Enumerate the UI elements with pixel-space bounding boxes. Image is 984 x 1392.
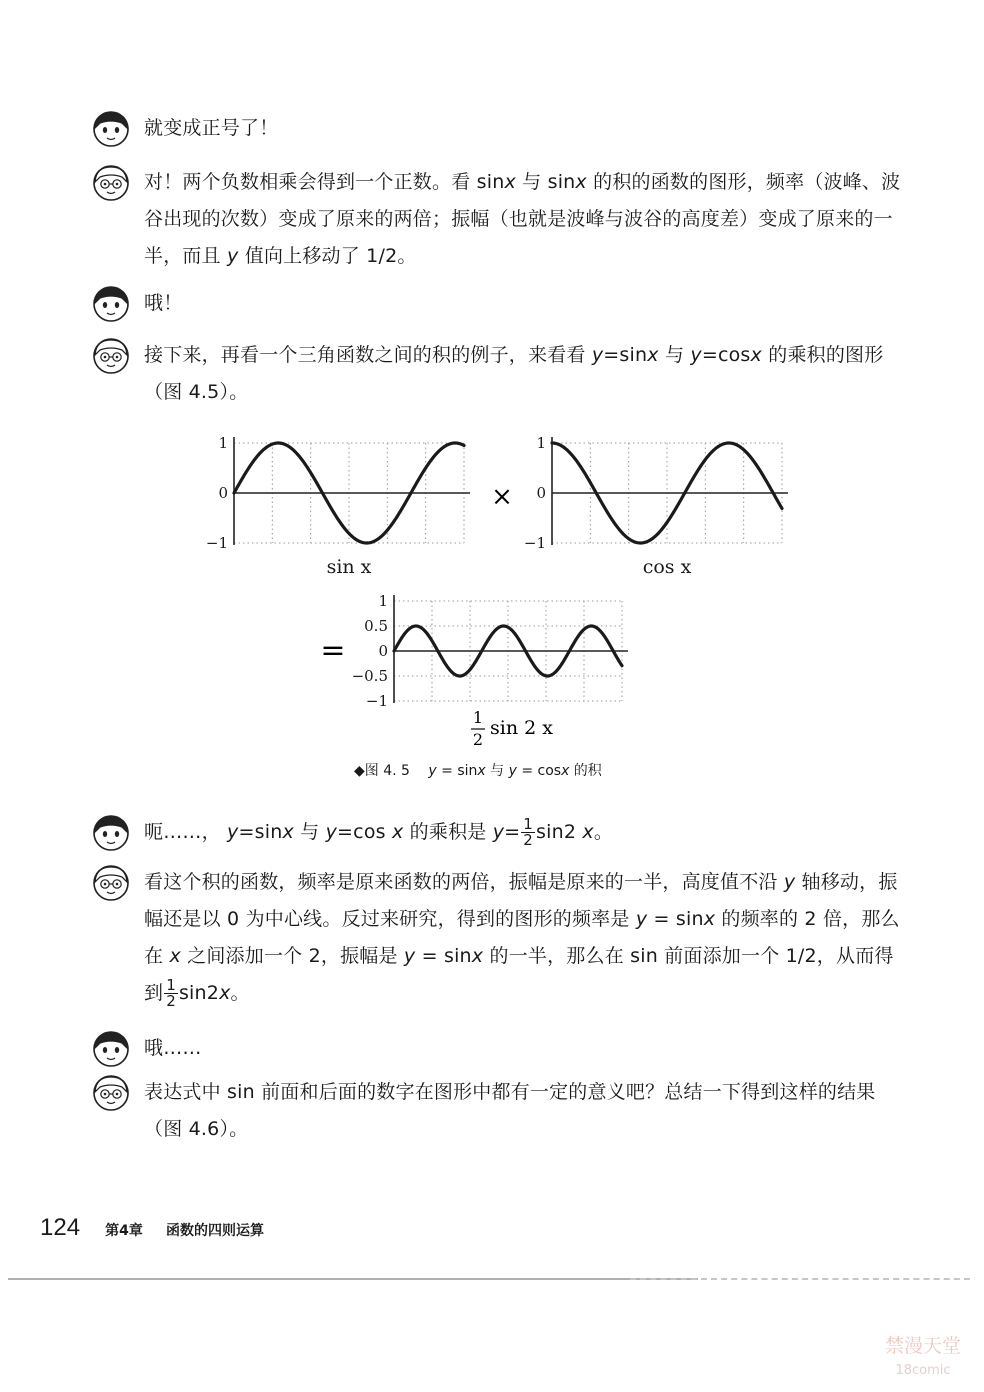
- fraction-denominator: 2: [166, 992, 176, 1010]
- text-run: 的积的函数的图形，频率（波峰、波谷出现的次数）变成了原来的两倍；振幅（也就是波峰与波谷的高度差）变成了原来的一半，而且: [144, 171, 901, 267]
- page-footer: [40, 1214, 264, 1242]
- dialog-text: [144, 864, 902, 1012]
- text-run: 。: [593, 821, 614, 843]
- text-run: sin2: [536, 821, 583, 843]
- fraction: [521, 817, 535, 848]
- watermark-logo: [878, 1300, 968, 1380]
- text-run: 与: [293, 821, 326, 843]
- girl-a-face-icon: [92, 1030, 130, 1068]
- text-run: 的积: [569, 763, 602, 779]
- y-tick-label: 1: [378, 592, 388, 610]
- girl-b-face-icon: [92, 864, 130, 902]
- y-tick-label: −0.5: [351, 667, 388, 685]
- dialog-line-8: [92, 1074, 902, 1148]
- watermark-line1: 禁漫天堂: [884, 1335, 962, 1357]
- x-label-denominator: 2: [472, 730, 484, 749]
- text-run: 。: [230, 982, 250, 1004]
- text-run: =cos: [701, 344, 751, 366]
- dialog-line-6: [92, 864, 902, 1012]
- text-run: 之间添加一个 2，振幅是: [180, 945, 404, 967]
- math-variable: y: [690, 344, 702, 366]
- figure-caption: [354, 760, 602, 780]
- y-tick-label: 1: [218, 434, 228, 452]
- text-run: =sin: [238, 821, 283, 843]
- y-tick-label: 0: [378, 642, 388, 660]
- y-tick-label: 1: [536, 434, 546, 452]
- page-number: 124: [40, 1214, 81, 1241]
- math-variable: y: [227, 821, 239, 843]
- avatar-girl-b: [92, 1074, 130, 1112]
- x-axis-label: cos x: [642, 556, 692, 578]
- math-variable: y: [492, 821, 505, 843]
- y-tick-label: −1: [365, 692, 388, 710]
- math-variable: x: [282, 821, 294, 843]
- y-tick-label: −1: [205, 534, 228, 552]
- text-run: 的乘积的图形（图 4.5）。: [144, 344, 884, 403]
- dialog-text: [144, 1030, 902, 1067]
- chart-sin: [206, 434, 470, 578]
- text-run: 与 sin: [515, 171, 576, 193]
- text-run: sin2: [178, 982, 220, 1004]
- text-run: 的一半，那么在 sin 前面添加一个 1/2，从而得到: [144, 945, 894, 1004]
- fraction-numerator: 1: [166, 976, 176, 994]
- dialog-line-5: [92, 814, 902, 851]
- math-variable: y: [783, 871, 796, 893]
- text-run: 接下来，再看一个三角函数之间的积的例子，来看看: [144, 344, 592, 366]
- girl-a-face-icon: [92, 814, 130, 852]
- y-tick-label: −1: [523, 534, 546, 552]
- chapter-title: 函数的四则运算: [165, 1223, 264, 1239]
- text-run: 与: [658, 344, 691, 366]
- math-variable: x: [647, 344, 659, 366]
- girl-b-face-icon: [92, 1074, 130, 1112]
- fraction: [164, 978, 178, 1009]
- fraction-denominator: 2: [523, 831, 534, 849]
- math-variable: x: [169, 945, 181, 967]
- text-run: 呃……，: [144, 821, 228, 843]
- avatar-girl-b: [92, 864, 130, 902]
- footer-rule: [8, 1278, 698, 1280]
- text-run: 与: [485, 763, 509, 779]
- dialog-text: [144, 814, 902, 851]
- text-run: 的频率的 2 倍，那么在: [144, 908, 900, 967]
- math-variable: x: [471, 945, 484, 967]
- math-variable: y: [591, 344, 604, 366]
- text-run: = sin: [647, 908, 704, 930]
- text-run: 对！两个负数相乘会得到一个正数。看 sin: [144, 171, 505, 193]
- math-variable: x: [750, 344, 762, 366]
- text-run: = cos: [516, 763, 562, 779]
- x-axis-label: sin 2 x: [490, 717, 553, 739]
- math-variable: x: [504, 171, 516, 193]
- math-variable: y: [428, 763, 437, 779]
- math-variable: y: [635, 908, 648, 930]
- math-variable: x: [575, 171, 587, 193]
- math-variable: y: [227, 245, 239, 267]
- math-variable: x: [703, 908, 716, 930]
- y-tick-label: 0.5: [364, 617, 388, 635]
- text-run: 的乘积是: [403, 821, 493, 843]
- math-variable: y: [325, 821, 338, 843]
- times-sign: ×: [491, 482, 513, 512]
- y-tick-label: 0: [218, 484, 228, 502]
- watermark-line2: 18comic: [895, 1363, 951, 1378]
- text-run: 看这个积的函数，频率是原来函数的两倍，振幅是原来的一半，高度值不沿: [144, 871, 784, 893]
- text-run: 哦！: [144, 292, 183, 314]
- text-run: = sin: [436, 763, 478, 779]
- math-variable: x: [582, 821, 594, 843]
- text-run: 哦……: [144, 1037, 202, 1059]
- x-label-numerator: 1: [472, 708, 484, 727]
- chapter-label: 第4章: [105, 1223, 143, 1239]
- y-tick-label: 0: [536, 484, 546, 502]
- text-run: 就变成正号了！: [144, 117, 279, 139]
- dialog-text: [144, 1074, 902, 1148]
- x-axis-label: sin x: [326, 556, 372, 578]
- caption-formula: [428, 763, 601, 779]
- chart-product: [352, 592, 628, 749]
- caption-prefix: ◆图 4. 5: [354, 763, 410, 779]
- text-run: 值向上移动了 1/2。: [238, 245, 417, 267]
- text-run: 轴移动，振幅还是以 0 为中心线。反过来研究，得到的图形的频率是: [144, 871, 898, 930]
- text-run: =sin: [603, 344, 648, 366]
- math-variable: y: [403, 945, 416, 967]
- equals-sign: =: [320, 633, 346, 668]
- avatar-girl-a: [92, 814, 130, 852]
- text-run: =cos: [337, 821, 392, 843]
- math-variable: x: [219, 982, 231, 1004]
- avatar-girl-a: [92, 1030, 130, 1068]
- footer-rule-dashed: [630, 1278, 970, 1280]
- math-variable: x: [477, 763, 486, 779]
- chart-cos: [524, 434, 788, 578]
- fraction-numerator: 1: [523, 815, 534, 833]
- math-variable: x: [391, 821, 404, 843]
- dialog-line-7: [92, 1030, 902, 1067]
- math-variable: y: [508, 763, 517, 779]
- text-run: =: [504, 821, 521, 843]
- text-run: 表达式中 sin 前面和后面的数字在图形中都有一定的意义吧？总结一下得到这样的结果（图 4.6）。: [144, 1081, 876, 1140]
- math-variable: x: [561, 763, 570, 779]
- text-run: = sin: [415, 945, 472, 967]
